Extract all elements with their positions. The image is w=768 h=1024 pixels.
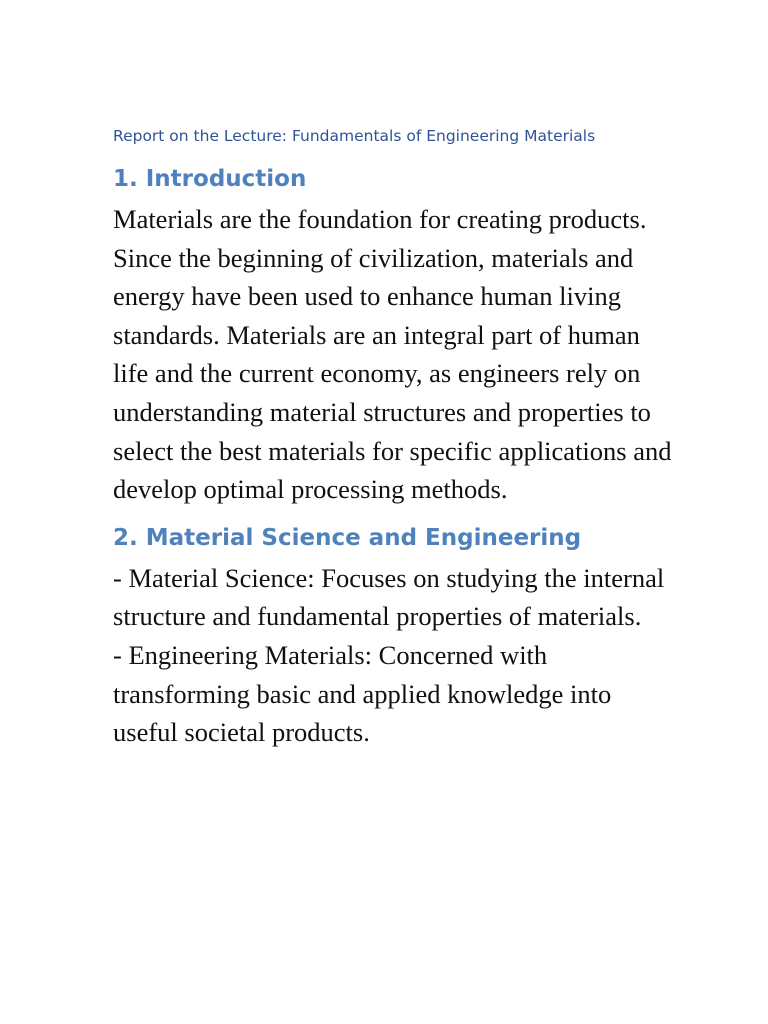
document-content <box>113 122 673 752</box>
paragraph-material-science: - Material Science: Focuses on studying the internal structure and fundamental properties of materials. <box>113 562 665 632</box>
section-material-science-engineering <box>113 523 673 752</box>
section-heading-material-science-engineering: 2. Material Science and Engineering <box>113 524 582 551</box>
paragraph-introduction: Materials are the foundation for creating products. Since the beginning of civilization, materials and energy have been used to enhance human living standards. Materials are an integral part of human life and the current economy, as engineers rely on understanding material structures and properties to select the best materials for specific applications and develop optimal processing methods. <box>113 204 672 505</box>
section-introduction <box>113 164 673 509</box>
paragraph-engineering-materials: - Engineering Materials: Concerned with transforming basic and applied knowledge into useful societal products. <box>113 639 612 748</box>
document-title: Report on the Lecture: Fundamentals of Engineering Materials <box>113 127 596 145</box>
section-heading-introduction: 1. Introduction <box>113 166 307 192</box>
